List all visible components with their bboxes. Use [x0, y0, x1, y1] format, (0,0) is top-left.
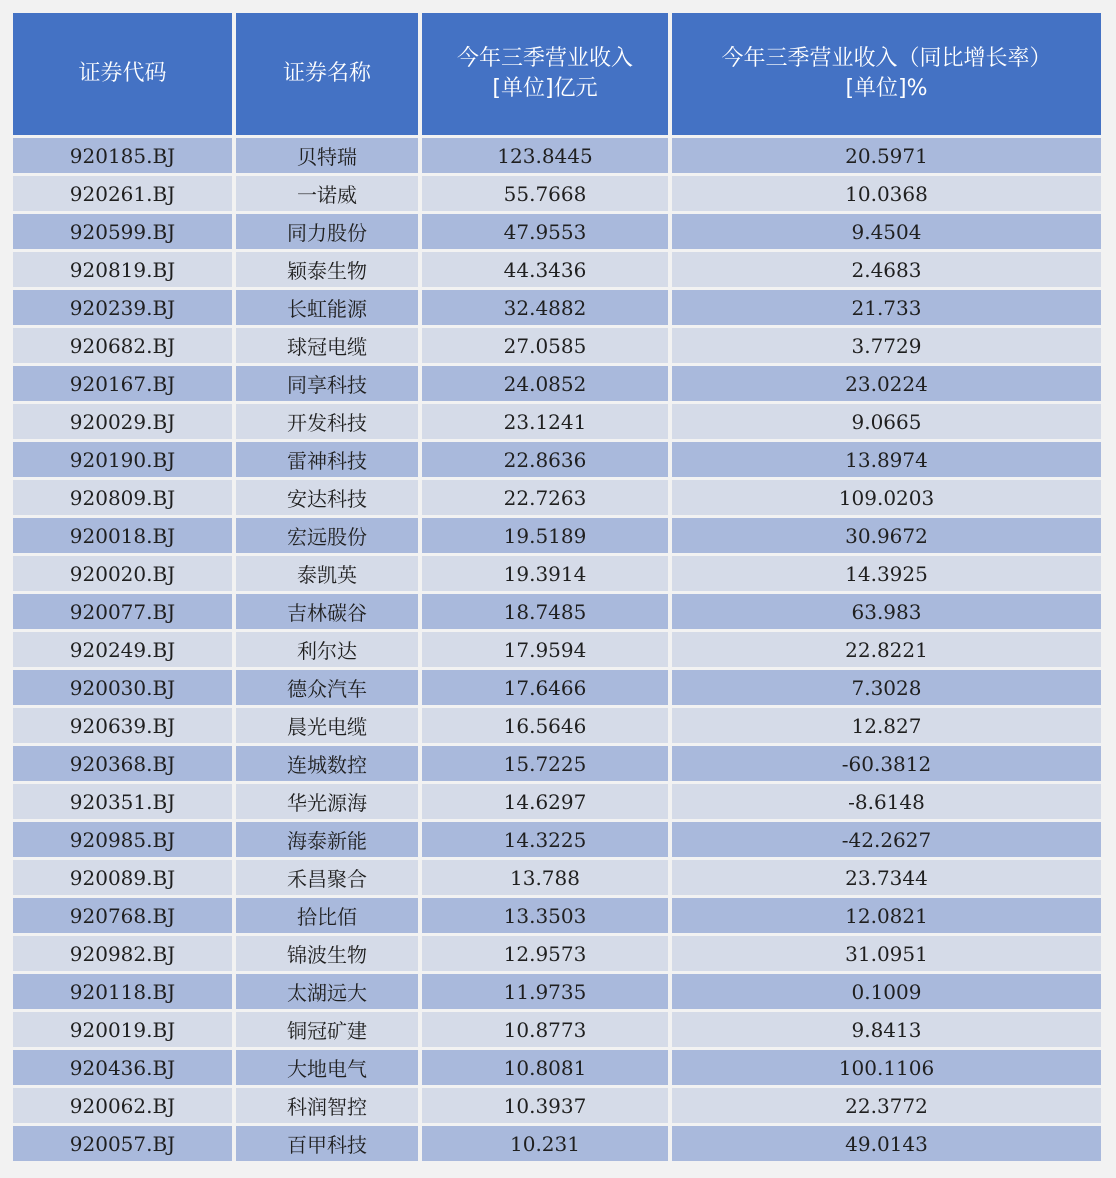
cell-revenue-growth: 7.3028	[672, 670, 1101, 705]
cell-revenue-growth: 31.0951	[672, 936, 1101, 971]
cell-security-name: 安达科技	[236, 480, 418, 515]
cell-revenue: 10.8081	[422, 1050, 668, 1085]
cell-revenue: 17.6466	[422, 670, 668, 705]
table-row	[13, 670, 1101, 705]
cell-security-name: 连城数控	[236, 746, 418, 781]
cell-security-name: 锦波生物	[236, 936, 418, 971]
header-line: [单位]亿元	[492, 76, 598, 101]
cell-security-code: 920599.BJ	[13, 214, 232, 249]
header-row	[13, 13, 1101, 135]
cell-security-code: 920185.BJ	[13, 138, 232, 173]
table-row	[13, 290, 1101, 325]
table-row	[13, 480, 1101, 515]
cell-revenue: 23.1241	[422, 404, 668, 439]
data-table-container	[13, 13, 1101, 1161]
cell-security-code: 920089.BJ	[13, 860, 232, 895]
cell-security-name: 长虹能源	[236, 290, 418, 325]
cell-security-name: 宏远股份	[236, 518, 418, 553]
cell-security-name: 开发科技	[236, 404, 418, 439]
cell-revenue-growth: -8.6148	[672, 784, 1101, 819]
cell-revenue: 11.9735	[422, 974, 668, 1009]
cell-security-name: 德众汽车	[236, 670, 418, 705]
cell-security-code: 920118.BJ	[13, 974, 232, 1009]
cell-security-code: 920261.BJ	[13, 176, 232, 211]
cell-revenue-growth: -42.2627	[672, 822, 1101, 857]
cell-security-code: 920029.BJ	[13, 404, 232, 439]
cell-revenue: 22.7263	[422, 480, 668, 515]
cell-revenue: 17.9594	[422, 632, 668, 667]
cell-security-name: 贝特瑞	[236, 138, 418, 173]
cell-revenue: 16.5646	[422, 708, 668, 743]
cell-revenue: 13.788	[422, 860, 668, 895]
cell-security-name: 百甲科技	[236, 1126, 418, 1161]
cell-security-code: 920436.BJ	[13, 1050, 232, 1085]
cell-security-code: 920982.BJ	[13, 936, 232, 971]
cell-revenue: 14.6297	[422, 784, 668, 819]
table-row	[13, 138, 1101, 173]
cell-security-code: 920768.BJ	[13, 898, 232, 933]
table-row	[13, 556, 1101, 591]
table-row	[13, 404, 1101, 439]
table-row	[13, 518, 1101, 553]
cell-revenue: 10.231	[422, 1126, 668, 1161]
cell-security-name: 海泰新能	[236, 822, 418, 857]
cell-revenue: 13.3503	[422, 898, 668, 933]
cell-security-name: 雷神科技	[236, 442, 418, 477]
cell-security-name: 吉林碳谷	[236, 594, 418, 629]
cell-revenue: 14.3225	[422, 822, 668, 857]
cell-security-name: 晨光电缆	[236, 708, 418, 743]
cell-security-code: 920030.BJ	[13, 670, 232, 705]
cell-revenue-growth: 14.3925	[672, 556, 1101, 591]
table-row	[13, 898, 1101, 933]
cell-revenue-growth: 23.7344	[672, 860, 1101, 895]
cell-security-name: 颖泰生物	[236, 252, 418, 287]
table-row	[13, 1050, 1101, 1085]
table-row	[13, 252, 1101, 287]
header-line: 今年三季营业收入	[456, 46, 633, 71]
cell-revenue-growth: 9.0665	[672, 404, 1101, 439]
table-row	[13, 860, 1101, 895]
cell-revenue: 44.3436	[422, 252, 668, 287]
table-row	[13, 366, 1101, 401]
header-security-code	[13, 13, 232, 135]
table-row	[13, 708, 1101, 743]
table-row	[13, 1126, 1101, 1161]
cell-security-name: 球冠电缆	[236, 328, 418, 363]
cell-security-name: 科润智控	[236, 1088, 418, 1123]
cell-revenue-growth: 22.8221	[672, 632, 1101, 667]
cell-security-code: 920190.BJ	[13, 442, 232, 477]
table-header	[13, 13, 1101, 135]
table-row	[13, 1088, 1101, 1123]
cell-security-code: 920368.BJ	[13, 746, 232, 781]
cell-revenue-growth: 9.8413	[672, 1012, 1101, 1047]
table-row	[13, 442, 1101, 477]
cell-security-code: 920167.BJ	[13, 366, 232, 401]
cell-revenue-growth: 10.0368	[672, 176, 1101, 211]
cell-revenue-growth: 100.1106	[672, 1050, 1101, 1085]
cell-revenue-growth: 3.7729	[672, 328, 1101, 363]
cell-revenue-growth: 49.0143	[672, 1126, 1101, 1161]
header-security-name	[236, 13, 418, 135]
cell-security-code: 920985.BJ	[13, 822, 232, 857]
table-row	[13, 936, 1101, 971]
cell-revenue: 10.3937	[422, 1088, 668, 1123]
cell-revenue: 123.8445	[422, 138, 668, 173]
cell-revenue-growth: 20.5971	[672, 138, 1101, 173]
cell-revenue-growth: 12.827	[672, 708, 1101, 743]
cell-revenue-growth: 21.733	[672, 290, 1101, 325]
cell-security-code: 920077.BJ	[13, 594, 232, 629]
cell-security-name: 大地电气	[236, 1050, 418, 1085]
table-row	[13, 784, 1101, 819]
cell-revenue-growth: 22.3772	[672, 1088, 1101, 1123]
cell-security-code: 920819.BJ	[13, 252, 232, 287]
table-row	[13, 1012, 1101, 1047]
cell-security-name: 拾比佰	[236, 898, 418, 933]
cell-security-code: 920809.BJ	[13, 480, 232, 515]
cell-revenue: 12.9573	[422, 936, 668, 971]
cell-security-name: 华光源海	[236, 784, 418, 819]
cell-security-name: 同力股份	[236, 214, 418, 249]
cell-security-name: 太湖远大	[236, 974, 418, 1009]
cell-revenue-growth: 109.0203	[672, 480, 1101, 515]
cell-security-code: 920249.BJ	[13, 632, 232, 667]
header-line: 今年三季营业收入（同比增长率）	[721, 46, 1052, 71]
cell-revenue: 19.5189	[422, 518, 668, 553]
cell-revenue: 15.7225	[422, 746, 668, 781]
cell-revenue: 18.7485	[422, 594, 668, 629]
cell-revenue: 55.7668	[422, 176, 668, 211]
cell-revenue: 24.0852	[422, 366, 668, 401]
cell-revenue-growth: 30.9672	[672, 518, 1101, 553]
table-row	[13, 328, 1101, 363]
cell-security-name: 禾昌聚合	[236, 860, 418, 895]
table-row	[13, 176, 1101, 211]
cell-revenue-growth: 2.4683	[672, 252, 1101, 287]
header-line: 证券代码	[78, 61, 167, 86]
cell-security-name: 一诺威	[236, 176, 418, 211]
cell-security-code: 920239.BJ	[13, 290, 232, 325]
table-body	[13, 138, 1101, 1161]
cell-revenue-growth: 9.4504	[672, 214, 1101, 249]
cell-security-name: 泰凯英	[236, 556, 418, 591]
table-row	[13, 822, 1101, 857]
cell-security-code: 920057.BJ	[13, 1126, 232, 1161]
cell-revenue: 47.9553	[422, 214, 668, 249]
header-revenue	[422, 13, 668, 135]
cell-security-code: 920019.BJ	[13, 1012, 232, 1047]
cell-revenue: 22.8636	[422, 442, 668, 477]
cell-security-code: 920639.BJ	[13, 708, 232, 743]
cell-security-name: 铜冠矿建	[236, 1012, 418, 1047]
table-row	[13, 974, 1101, 1009]
table-row	[13, 746, 1101, 781]
cell-security-code: 920351.BJ	[13, 784, 232, 819]
cell-revenue-growth: 63.983	[672, 594, 1101, 629]
header-line: [单位]%	[845, 76, 928, 101]
cell-revenue: 27.0585	[422, 328, 668, 363]
cell-revenue-growth: 13.8974	[672, 442, 1101, 477]
revenue-table	[9, 10, 1105, 1164]
table-row	[13, 632, 1101, 667]
header-revenue-growth	[672, 13, 1101, 135]
cell-security-name: 利尔达	[236, 632, 418, 667]
table-row	[13, 214, 1101, 249]
cell-security-code: 920062.BJ	[13, 1088, 232, 1123]
cell-security-code: 920682.BJ	[13, 328, 232, 363]
table-row	[13, 594, 1101, 629]
cell-revenue-growth: -60.3812	[672, 746, 1101, 781]
cell-revenue-growth: 12.0821	[672, 898, 1101, 933]
cell-revenue: 19.3914	[422, 556, 668, 591]
cell-security-code: 920020.BJ	[13, 556, 232, 591]
cell-revenue: 10.8773	[422, 1012, 668, 1047]
cell-security-name: 同享科技	[236, 366, 418, 401]
cell-security-code: 920018.BJ	[13, 518, 232, 553]
cell-revenue-growth: 23.0224	[672, 366, 1101, 401]
cell-revenue: 32.4882	[422, 290, 668, 325]
cell-revenue-growth: 0.1009	[672, 974, 1101, 1009]
header-line: 证券名称	[282, 61, 371, 86]
